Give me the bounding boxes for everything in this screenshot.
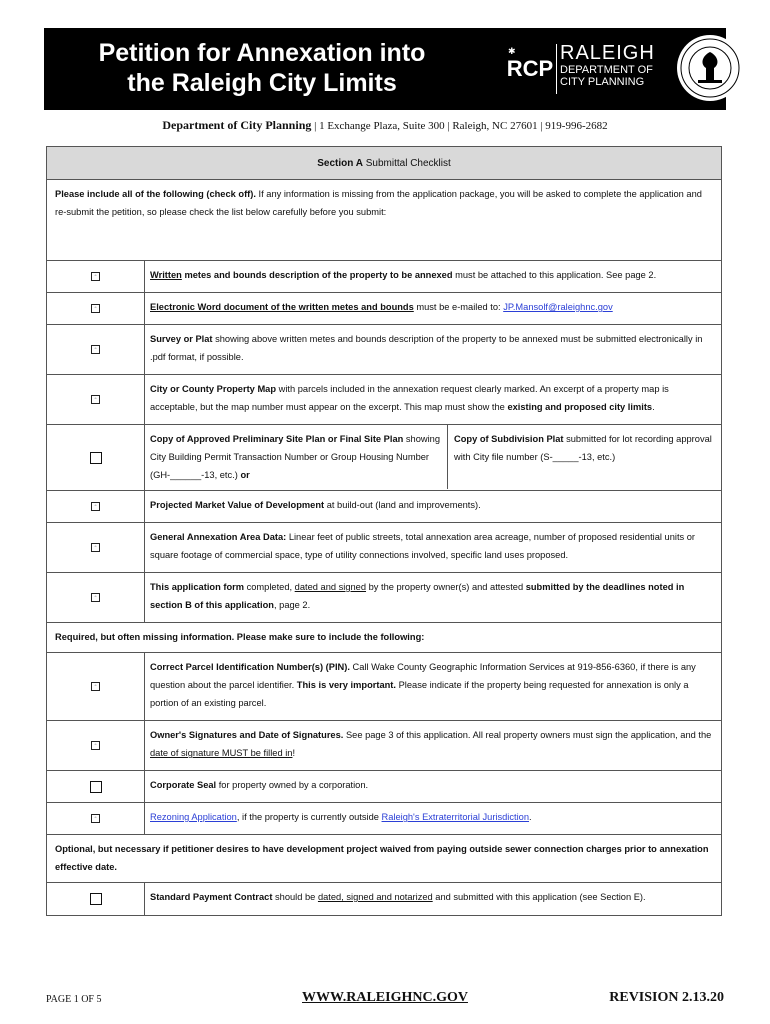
checkbox[interactable]: ▫ <box>91 543 100 552</box>
checkbox[interactable]: ▫ <box>91 741 100 750</box>
rcp-logo: RCP <box>504 44 557 94</box>
department-contact: Department of City Planning | 1 Exchange Plaza, Suite 300 | Raleigh, NC 27601 | 919-996-2682 <box>162 118 608 132</box>
checkbox[interactable] <box>90 893 102 905</box>
page-number: PAGE 1 OF 5 <box>46 994 102 1005</box>
checklist-item-pin: ▫ Correct Parcel Identification Number(s) (PIN). Call Wake County Geographic Information Services at 919-856-6360, if there is any question about the parcel identifier. This is very important. Please indicate if the property being requested for annexation is only a portion of an existing parcel. <box>47 653 721 721</box>
title-banner <box>44 28 726 110</box>
revision-label: REVISION 2.13.20 <box>609 990 724 1005</box>
subdivision-plat-option: Copy of Subdivision Plat submitted for lot recording approval with City file number (S-_____-13, etc.) <box>454 434 712 462</box>
checkbox[interactable]: ▫ <box>91 304 100 313</box>
checklist-item-rezoning: ▫ Rezoning Application, if the property is currently outside Raleigh's Extraterritorial Jurisdiction. <box>47 803 721 835</box>
section-header: Section A Submittal Checklist <box>47 147 721 180</box>
etj-link[interactable]: Raleigh's Extraterritorial Jurisdiction <box>381 812 530 822</box>
website-link[interactable]: WWW.RALEIGHNC.GOV <box>302 990 468 1005</box>
checklist-item-plans <box>47 425 721 491</box>
optional-heading: Optional, but necessary if petitioner desires to have development project waived from paying outside sewer connection charges prior to annexation effective date. <box>47 835 721 883</box>
checkbox[interactable]: ▫ <box>91 814 100 823</box>
checklist-item-written: ▫ Written metes and bounds description of the property to be annexed must be attached to this application. See page 2. <box>47 261 721 293</box>
checklist-item-map: ▫ City or County Property Map with parcels included in the annexation request clearly marked. An excerpt of a property map is acceptable, but the map number must appear on the excerpt. This map must show the existing and proposed city limits. <box>47 375 721 425</box>
star-icon: ✱ <box>508 46 516 56</box>
submittal-checklist <box>46 146 722 916</box>
required-heading: Required, but often missing information. Please make sure to include the following: <box>47 623 721 653</box>
checklist-item-application-form: ▫ This application form completed, dated and signed by the property owner(s) and attested submitted by the deadlines noted in section B of this application, page 2. <box>47 573 721 623</box>
email-link[interactable]: JP.Mansolf@raleighnc.gov <box>503 302 613 312</box>
checkbox[interactable]: ▫ <box>91 593 100 602</box>
site-plan-option: Copy of Approved Preliminary Site Plan or Final Site Plan showing City Building Permit Transaction Number or Group Housing Number (GH-______-13, etc.) or <box>144 425 448 489</box>
checklist-item-corporate-seal: Corporate Seal for property owned by a corporation. <box>47 771 721 803</box>
checkbox[interactable]: ▫ <box>91 682 100 691</box>
checkbox[interactable]: ▫ <box>91 272 100 281</box>
checklist-item-market-value: ▫ Projected Market Value of Development at build-out (land and improvements). <box>47 491 721 523</box>
city-seal-icon <box>676 34 744 102</box>
checklist-item-area-data: ▫ General Annexation Area Data: Linear feet of public streets, total annexation area acreage, number of proposed residential units or square footage of commercial space, type of utility connections involved, specific land uses proposed. <box>47 523 721 573</box>
checklist-item-signatures: ▫ Owner's Signatures and Date of Signatures. See page 3 of this application. All real property owners must sign the application, and the date of signature MUST be filled in! <box>47 721 721 771</box>
checklist-item-survey: ▫ Survey or Plat showing above written metes and bounds description of the property to be annexed must be submitted electronically in .pdf format, if possible. <box>47 325 721 375</box>
department-logo: RALEIGH DEPARTMENT OF CITY PLANNING <box>560 42 655 88</box>
checkbox[interactable]: ▫ <box>91 395 100 404</box>
page-title: Petition for Annexation into the Raleigh City Limits <box>98 39 426 97</box>
rezoning-link[interactable]: Rezoning Application <box>150 812 237 822</box>
checkbox[interactable] <box>90 781 102 793</box>
checklist-item-electronic: ▫ Electronic Word document of the written metes and bounds must be e-mailed to: JP.Mansolf@raleighnc.gov <box>47 293 721 325</box>
checkbox[interactable] <box>90 452 102 464</box>
checkbox[interactable]: ▫ <box>91 502 100 511</box>
section-intro: Please include all of the following (check off). If any information is missing from the application package, you will be asked to complete the application and re-submit the petition, so please check the list below carefully before you submit: <box>47 180 721 261</box>
checklist-item-payment-contract: Standard Payment Contract should be dated, signed and notarized and submitted with this application (see Section E). <box>47 883 721 915</box>
checkbox[interactable]: ▫ <box>91 345 100 354</box>
